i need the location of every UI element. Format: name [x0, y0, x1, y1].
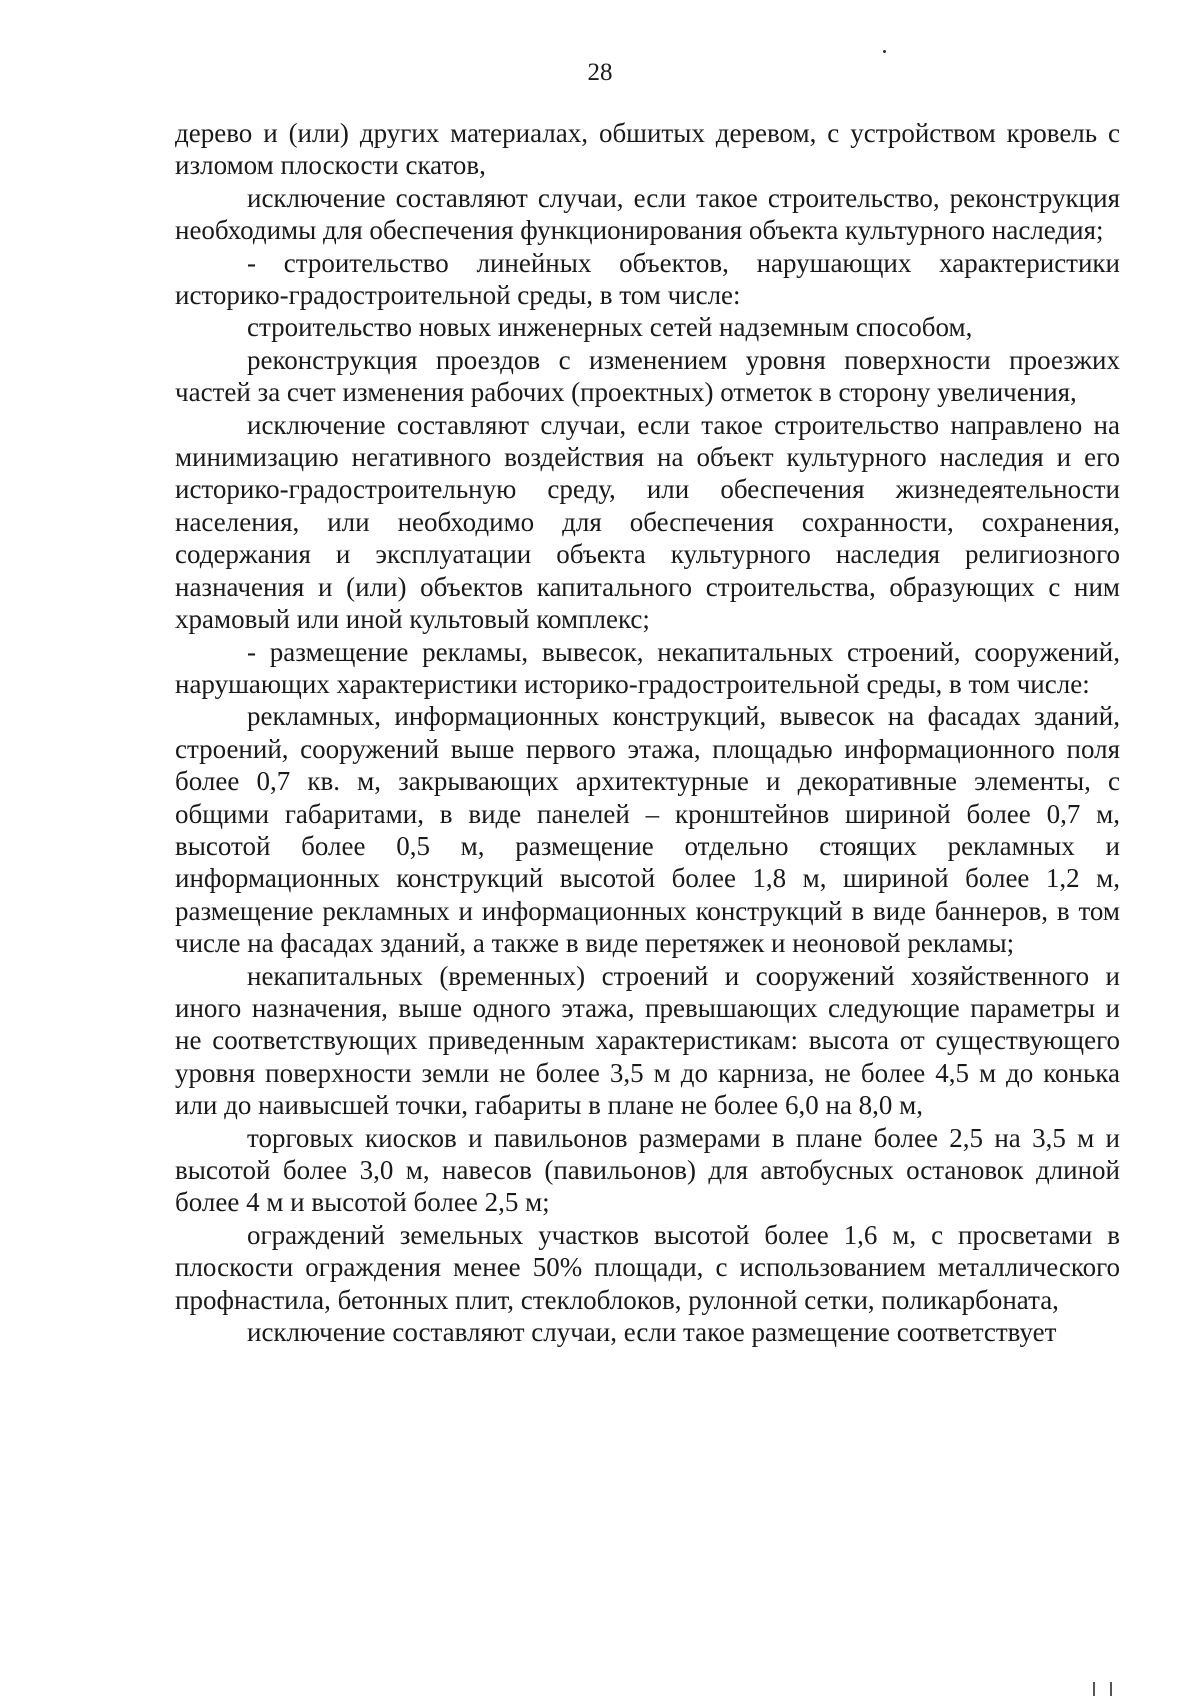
paragraph: рекламных, информационных конструкций, вывесок на фасадах зданий, строений, сооружений выше первого этажа, площадью информационного поля более 0,7 кв. м, закрывающих архитектурные и декоративные элементы, с общими габаритами, в виде панелей – кронштейнов шириной более 0,7 м, высотой более 0,5 м, размещение отдельно стоящих рекламных и информационных конструкций высотой более 1,8 м, шириной более 1,2 м, размещение рекламных и информационных конструкций в виде баннеров, в том числе на фасадах зданий, а также в виде перетяжек и неоновой рекламы;	[175, 701, 1120, 959]
paragraph: торговых киосков и павильонов размерами в плане более 2,5 на 3,5 м и высотой более 3,0 м, навесов (павильонов) для автобусных остановок длиной более 4 м и высотой более 2,5 м;	[175, 1122, 1120, 1218]
paragraph: дерево и (или) других материалах, обшитых деревом, с устройством кровель с изломом плоскости скатов,	[175, 118, 1120, 181]
scan-speck	[883, 50, 886, 53]
document-body	[175, 117, 1120, 1348]
paragraph: исключение составляют случаи, если такое размещение соответствует	[247, 1317, 1057, 1348]
page-number: 28	[587, 59, 613, 86]
paragraph: ограждений земельных участков высотой более 1,6 м, с просветами в плоскости ограждения менее 50% площади, с использованием металлического профнастила, бетонных плит, стеклоблоков, рулонной сетки, поликарбоната,	[175, 1219, 1120, 1315]
paragraph: исключение составляют случаи, если такое строительство, реконструкция необходимы для обеспечения функционирования объекта культурного наследия;	[175, 182, 1120, 246]
scan-mark	[1093, 1682, 1095, 1696]
paragraph: некапитальных (временных) строений и сооружений хозяйственного и иного назначения, выше одного этажа, превышающих следующие параметры и не соответствующих приведенным характеристикам: высота от существующего уровня поверхности земли не более 3,5 м до карниза, не более 4,5 м до конька или до наивысшей точки, габариты в плане не более 6,0 на 8,0 м,	[175, 960, 1120, 1121]
paragraph: исключение составляют случаи, если такое строительство направлено на минимизацию негативного воздействия на объект культурного наследия и его историко-градостроительную среду, или обеспечения жизнедеятельности населения, или необходимо для обеспечения сохранности, сохранения, содержания и эксплуатации объекта культурного наследия религиозного назначения и (или) объектов капитального строительства, образующих с ним храмовый или иной культовый комплекс;	[175, 409, 1120, 635]
scan-mark	[1110, 1682, 1112, 1696]
paragraph: - строительство линейных объектов, нарушающих характеристики историко-градостроительной среды, в том числе:	[175, 247, 1120, 311]
paragraph: реконструкция проездов с изменением уровня поверхности проезжих частей за счет изменения рабочих (проектных) отметок в сторону увеличения,	[175, 344, 1120, 408]
paragraph: - размещение рекламы, вывесок, некапитальных строений, сооружений, нарушающих характеристики историко-градостроительной среды, в том числе:	[175, 636, 1120, 699]
paragraph: строительство новых инженерных сетей надземным способом,	[247, 312, 973, 343]
